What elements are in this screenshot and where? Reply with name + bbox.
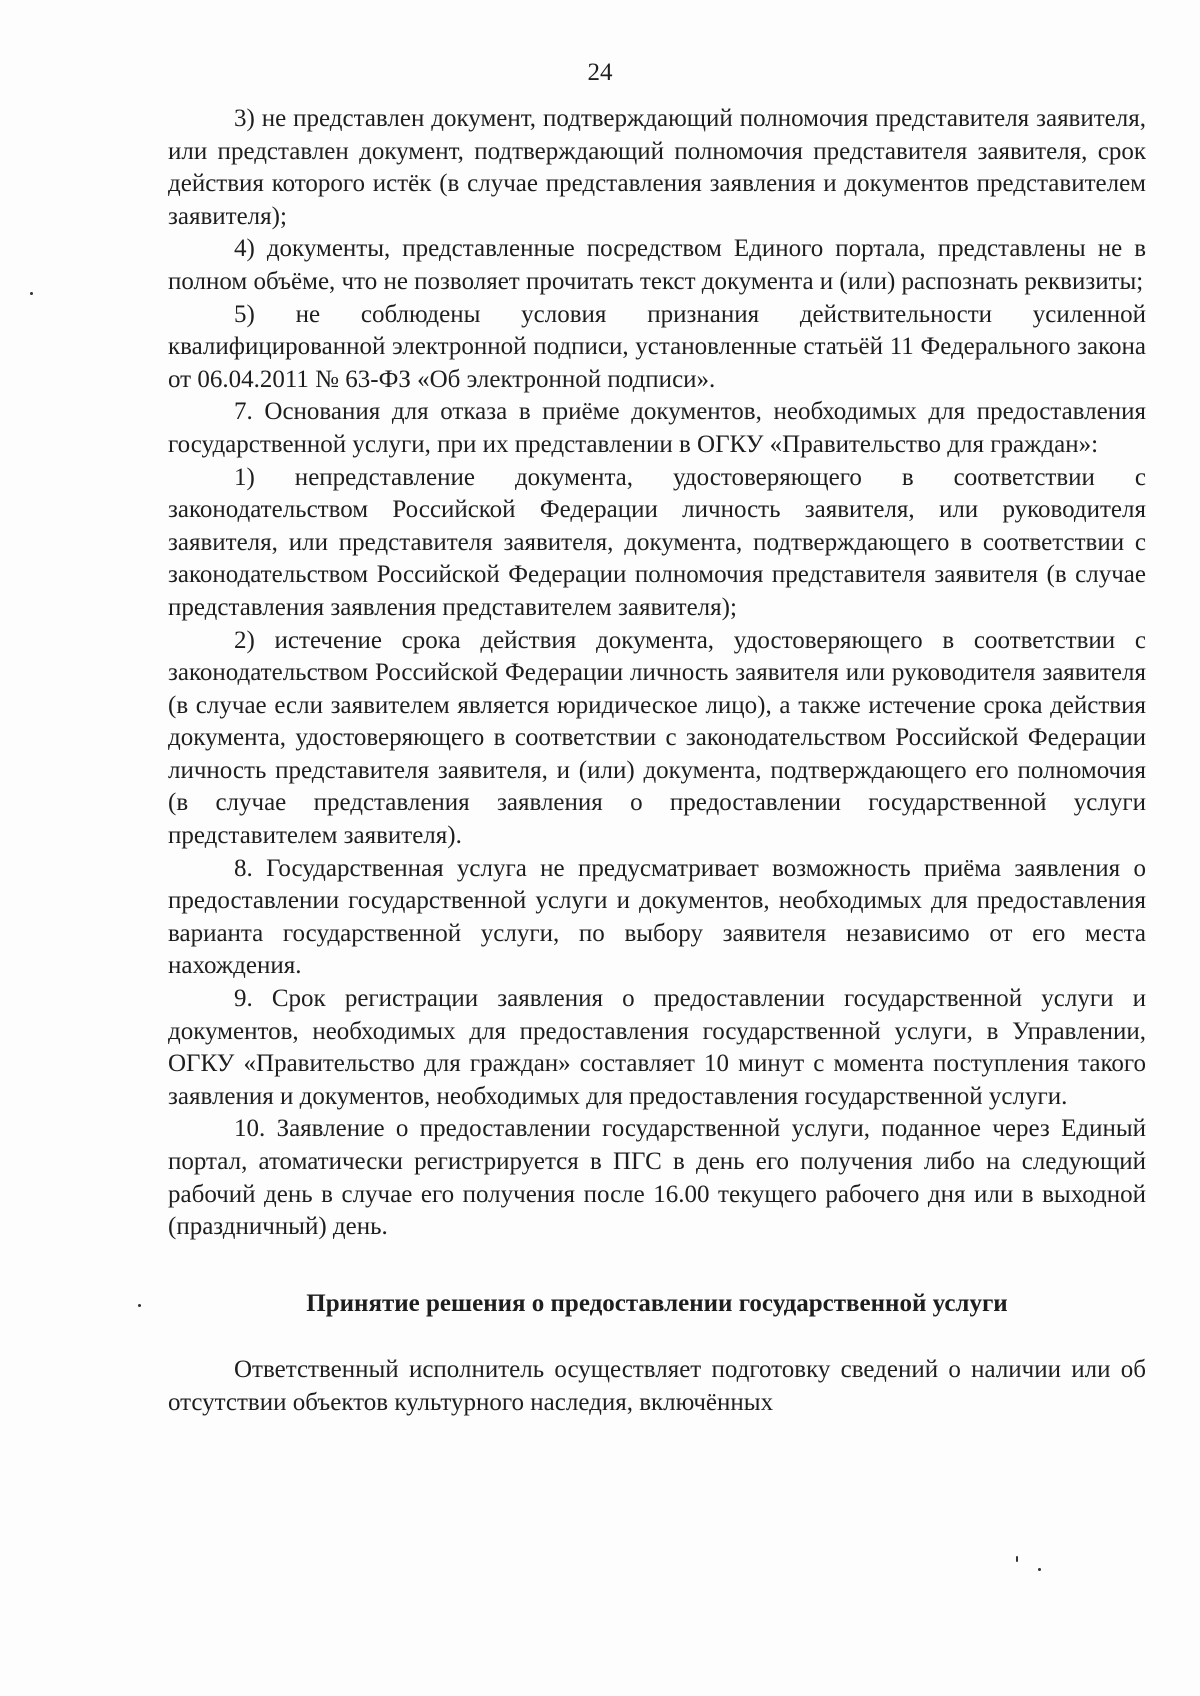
paragraph-4-incomplete-documents: 4) документы, представленные посредством Единого портала, представлены не в полном объёме, что не позволяет прочитать текст документа и (или) распознать реквизиты;	[168, 235, 1146, 295]
paragraph-8-extraterritorial: 8. Государственная услуга не предусматривает возможность приёма заявления о предоставлении государственной услуги и документов, необходимых для предоставления варианта государственной услуги, по выбору заявителя независимо от его места нахождения.	[168, 854, 1146, 980]
paragraph-responsible-executor: Ответственный исполнитель осуществляет подготовку сведений о наличии или об отсутствии объектов культурного наследия, включённых	[168, 1356, 1146, 1416]
paragraph-7-refusal-grounds: 7. Основания для отказа в приёме документов, необходимых для предоставления государственной услуги, при их представлении в ОГКУ «Правительство для граждан»:	[168, 398, 1146, 458]
paragraph-10-portal-registration: 10. Заявление о предоставлении государственной услуги, поданное через Единый портал, атоматически регистрируется в ПГС в день его получения либо на следующий рабочий день в случае его получения после 16.00 текущего рабочего дня или в выходной (праздничный) день.	[168, 1115, 1146, 1241]
page-number: 24	[587, 59, 613, 86]
scan-speck	[1038, 1568, 1041, 1571]
section-heading: Принятие решения о предоставлении государственной услуги	[306, 1289, 1008, 1317]
scan-speck	[1016, 1556, 1018, 1562]
paragraph-9-registration-term: 9. Срок регистрации заявления о предоставлении государственной услуги и документов, необходимых для предоставления государственной услуги, в Управлении, ОГКУ «Правительство для граждан» составляет 10 минут с момента поступления такого заявления и документов, необходимых для предоставления государственной услуги.	[168, 985, 1146, 1110]
paragraph-7-1-no-identity-doc: 1) непредставление документа, удостоверяющего в соответствии с законодательством Российской Федерации личность заявителя, или руководителя заявителя, или представителя заявителя, документа, подтверждающего в соответствии с законодательством Российской Федерации полномочия представителя заявителя (в случае представления заявления представителем заявителя);	[168, 463, 1146, 621]
document-body	[168, 103, 1146, 1420]
scan-speck	[30, 292, 33, 295]
paragraph-3-missing-authority-doc: 3) не представлен документ, подтверждающий полномочия представителя заявителя, или представлен документ, подтверждающий полномочия представителя заявителя, срок действия которого истёк (в случае представления заявления и документов представителем заявителя);	[168, 105, 1146, 230]
paragraph-5-signature-conditions: 5) не соблюдены условия признания действительности усиленной квалифицированной электронной подписи, установленные статьёй 11 Федерального закона от 06.04.2011 № 63-ФЗ «Об электронной подписи».	[168, 300, 1146, 393]
scan-speck	[138, 1304, 141, 1307]
paragraph-7-2-expired-identity-doc: 2) истечение срока действия документа, удостоверяющего в соответствии с законодательством Российской Федерации личность заявителя или руководителя заявителя (в случае если заявителем является юридическое лицо), а также истечение срока действия документа, удостоверяющего в соответствии с законодательством Российской Федерации личность представителя заявителя, и (или) документа, подтверждающего его полномочия (в случае представления заявления о предоставлении государственной услуги представителем заявителя).	[168, 626, 1146, 850]
